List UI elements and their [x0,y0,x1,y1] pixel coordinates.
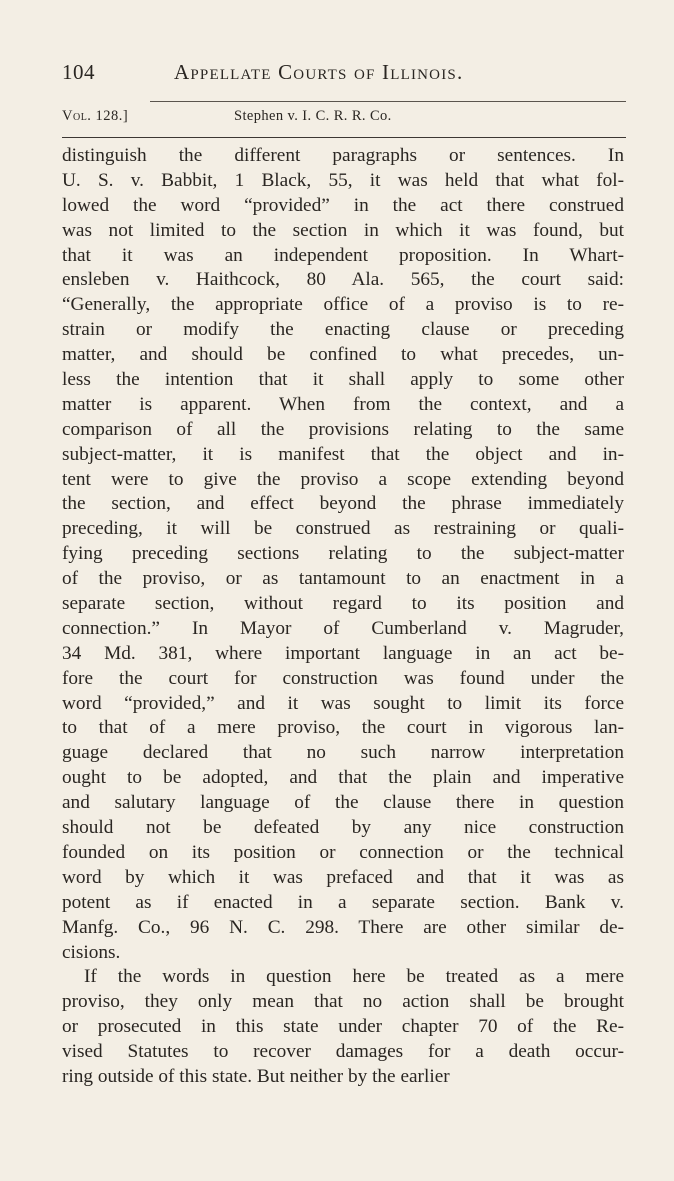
text-line: of the proviso, or as tantamount to an enactment in a [62,568,624,590]
text-line: was not limited to the section in which it was found, but [62,219,624,241]
text-line: or prosecuted in this state under chapter 70 of the Re- [62,1016,624,1038]
text-line: vised Statutes to recover damages for a death occur- [62,1041,624,1063]
text-line: less the intention that it shall apply to some other [62,369,624,391]
paragraph [62,965,624,1089]
text-line: matter, and should be confined to what precedes, un- [62,344,624,366]
text-line: separate section, without regard to its position and [62,593,624,615]
text-line: matter is apparent. When from the context, and a [62,393,624,415]
case-name: Stephen v. I. C. R. R. Co. [234,108,392,124]
text-line: word by which it was prefaced and that it was as [62,866,624,888]
text-line: should not be defeated by any nice construction [62,817,624,839]
text-line: comparison of all the provisions relating to the same [62,418,624,440]
text-line: and salutary language of the clause there in question [62,792,624,814]
case-line [62,108,626,130]
text-line: ring outside of this state. But neither by the earlier [62,1065,450,1087]
running-head [62,60,546,92]
text-line: ought to be adopted, and that the plain and imperative [62,767,624,789]
text-line: If the words in question here be treated as a mere [84,966,624,988]
paragraph [62,144,624,965]
text-line: word “provided,” and it was sought to limit its force [62,692,624,714]
page-number: 104 [62,60,95,84]
text-line: strain or modify the enacting clause or preceding [62,319,624,341]
text-line: to that of a mere proviso, the court in vigorous lan- [62,717,624,739]
text-line: that it was an independent proposition. In Whart- [62,244,624,266]
text-line: lowed the word “provided” in the act there construed [62,194,624,216]
text-line: tent were to give the proviso a scope extending beyond [62,468,624,490]
text-line: 34 Md. 381, where important language in an act be- [62,642,624,664]
text-line: the section, and effect beyond the phrase immediately [62,493,624,515]
header-rule-top [150,101,626,102]
text-line: subject-matter, it is manifest that the object and in- [62,443,624,465]
text-line: U. S. v. Babbit, 1 Black, 55, it was held that what fol- [62,169,624,191]
header-rule-bottom [62,137,626,138]
text-line: guage declared that no such narrow interpretation [62,742,624,764]
text-line: connection.” In Mayor of Cumberland v. Magruder, [62,617,624,639]
text-line: “Generally, the appropriate office of a proviso is to re- [62,294,624,316]
text-line: preceding, it will be construed as restraining or quali- [62,518,624,540]
volume-reference: Vol. 128.] [62,108,129,124]
text-line: ensleben v. Haithcock, 80 Ala. 565, the court said: [62,269,624,291]
text-line: cisions. [62,941,121,963]
text-line: potent as if enacted in a separate section. Bank v. [62,891,624,913]
text-line: proviso, they only mean that no action shall be brought [62,991,624,1013]
text-line: fying preceding sections relating to the subject-matter [62,543,624,565]
body-text [62,144,624,1090]
text-line: distinguish the different paragraphs or sentences. In [62,145,624,166]
text-line: fore the court for construction was found under the [62,667,624,689]
journal-title: Appellate Courts of Illinois. [174,60,464,84]
text-line: founded on its position or connection or the technical [62,841,624,863]
text-line: Manfg. Co., 96 N. C. 298. There are other similar de- [62,916,624,938]
